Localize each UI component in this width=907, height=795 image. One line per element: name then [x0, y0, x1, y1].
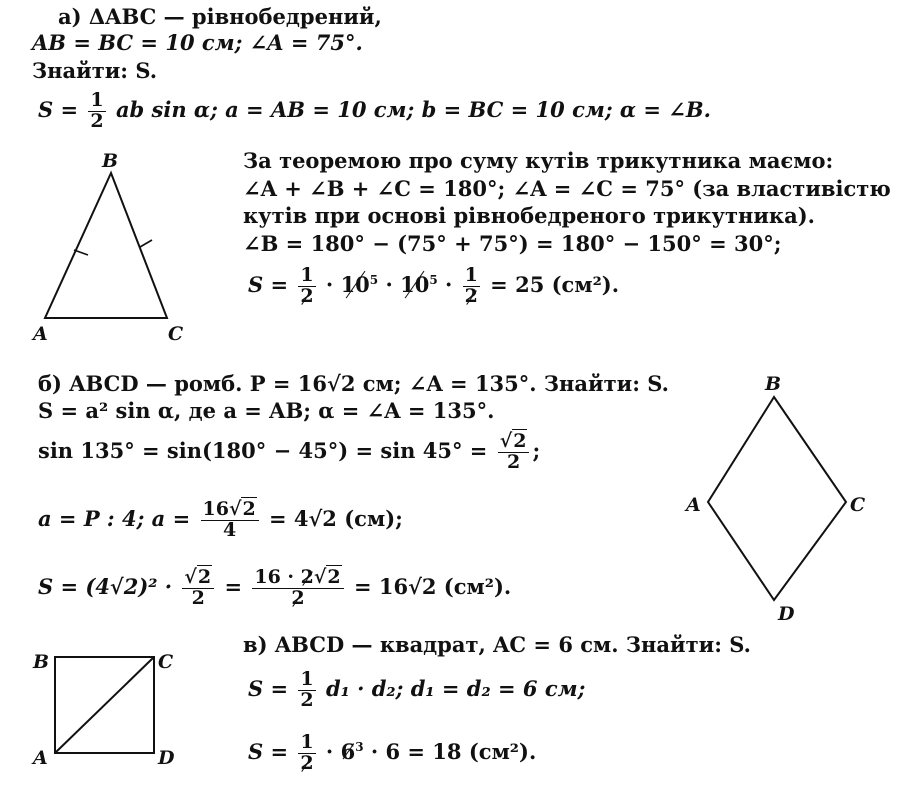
part-b-heading: б) ABCD — ромб. P = 16√2 см; ∠A = 135°. Знайти: S.: [38, 371, 669, 396]
label-b: B: [102, 150, 119, 172]
label-d: D: [158, 747, 175, 769]
label-c: C: [158, 651, 174, 673]
part-a-find: Знайти: S.: [32, 58, 158, 83]
label-b: B: [33, 651, 50, 673]
part-b-formula: S = a² sin α, де a = AB; α = ∠A = 135°.: [38, 398, 495, 423]
part-c-heading: в) ABCD — квадрат, AC = 6 см. Знайти: S.: [243, 632, 751, 657]
square-abcd-figure: [0, 0, 240, 795]
part-c-result: S = $\frac{1}{2}$ · $6^3 \cdot 6 = 18$ (см²).: [248, 731, 537, 774]
label-a: A: [686, 494, 701, 516]
diagonal-ac: [55, 657, 154, 753]
label-a: A: [33, 747, 48, 769]
part-a-text4: ∠B = 180° − (75° + 75°) = 180° − 150° = 30°;: [243, 231, 782, 256]
part-a-text1: За теоремою про суму кутів трикутника маємо:: [243, 148, 834, 173]
part-a-formula: S = $\frac{1}{2}$ ab sin α; a = AB = 10 см; b = BC = 10 см; α = ∠B.: [38, 89, 711, 132]
part-b-s-line: S = (4√2)² · $\frac{√2}{2}$ = $\frac{16 \cdot 2√2}{2}$ = 16√2 (см²).: [38, 566, 512, 609]
part-b-a-line: a = P : 4; a = $\frac{16√2}{4}$ = 4√2 (см);: [38, 498, 403, 541]
part-a-result: S = $\frac{1}{2}$ · $10^5 \cdot 10^5$ · $\frac{1}{2}$ = 25 (см²).: [248, 264, 620, 307]
label-b: B: [765, 373, 782, 395]
label-a: A: [33, 323, 48, 345]
part-a-text3: кутів при основі рівнобедреного трикутника).: [243, 203, 815, 228]
part-a-heading: а) ΔABC — рівнобедрений,: [58, 4, 382, 29]
part-b-sin-line: sin 135° = sin(180° − 45°) = sin 45° = $\frac{√2}{2}$ ;: [38, 430, 541, 473]
part-c-formula: S = $\frac{1}{2}$ d₁ · d₂; d₁ = d₂ = 6 см;: [248, 668, 586, 711]
part-a-given: AB = BC = 10 см; ∠A = 75°.: [32, 30, 363, 55]
label-d: D: [778, 603, 795, 625]
label-c: C: [168, 323, 184, 345]
part-a-text2: ∠A + ∠B + ∠C = 180°; ∠A = ∠C = 75° (за властивістю: [243, 176, 891, 201]
label-c: C: [850, 494, 866, 516]
